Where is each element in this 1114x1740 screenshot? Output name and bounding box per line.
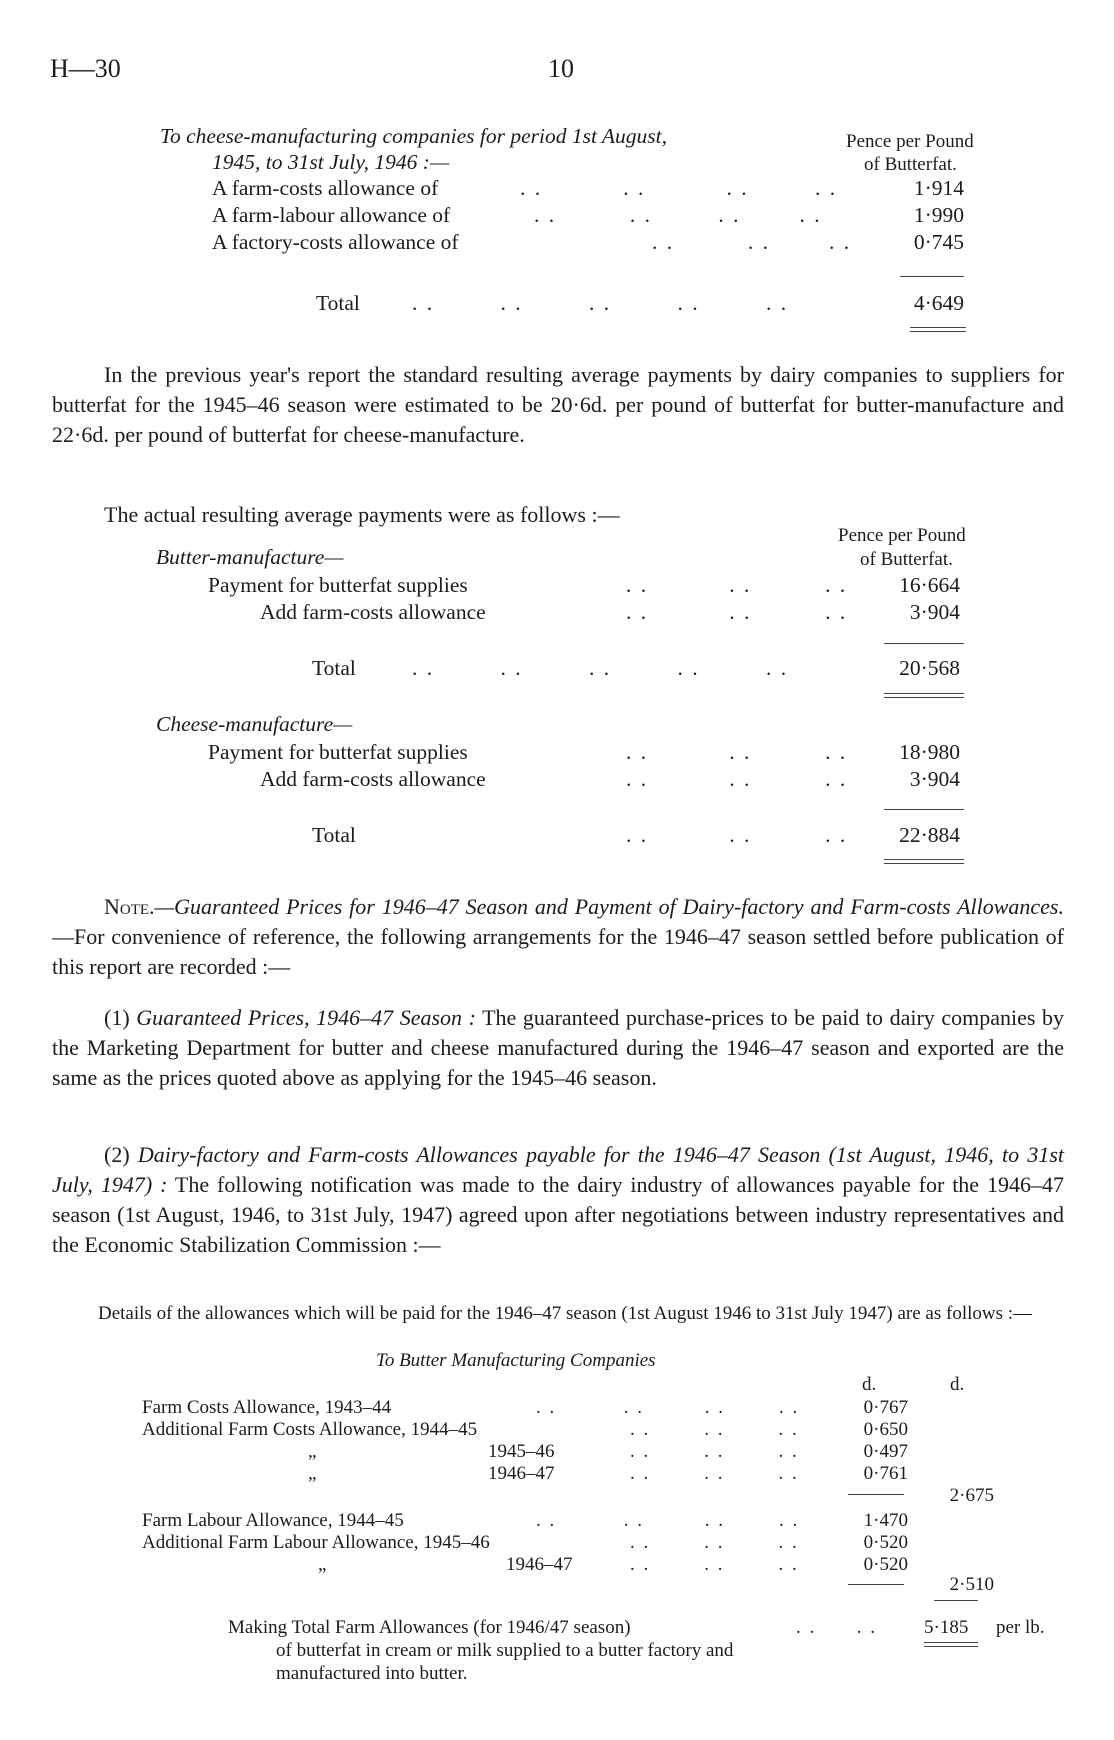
- allowance-value: 0·520: [863, 1554, 908, 1575]
- payment-row-value: 3·904: [909, 600, 960, 624]
- allowance-row-value: 1·914: [913, 176, 964, 200]
- farm-costs-subtotal: 2·675: [949, 1485, 994, 1506]
- previous-year-paragraph: In the previous year's report the standard resulting average payments by dairy companies to suppliers for butterfat for the 1945–46 season were estimated to be 20·6d. per pound of butterfat for butter-manufacture and 22·6d. per pound of butterfat for cheese-manufacture.: [52, 362, 1064, 447]
- leader-dots: . . . . . .: [630, 1554, 799, 1575]
- unit-label-line1: Pence per Pound: [838, 525, 966, 546]
- subtotal-rule: [848, 1584, 904, 1585]
- farm-labour-subtotal: 2·510: [949, 1574, 994, 1595]
- payment-row-value: 16·664: [899, 573, 960, 597]
- payment-row-value: 3·904: [909, 767, 960, 791]
- total-double-rule: [884, 859, 964, 864]
- item-text: The following notification was made to the dairy industry of allowances payable for the 1946–47 season (1st August, 1946, to 31st July, 1947) agreed upon after negotiations between industry representatives and the Economic Stabilization Commission :—: [52, 1172, 1064, 1257]
- leader-dots: . . . . . .: [626, 600, 848, 624]
- making-total-unit: per lb.: [996, 1617, 1045, 1638]
- allowance-value: 0·761: [863, 1463, 908, 1484]
- making-total-line3: manufactured into butter.: [276, 1663, 468, 1684]
- making-total-value: 5·185: [924, 1617, 969, 1638]
- butter-manufacture-heading: Butter-manufacture—: [156, 545, 344, 569]
- total-value: 22·884: [899, 823, 960, 847]
- details-intro: Details of the allowances which will be paid for the 1946–47 season (1st August 1946 to 31st July 1947) are as follows :—: [98, 1303, 1033, 1324]
- leader-dots: . . . . . .: [626, 740, 848, 764]
- payment-row-label: Add farm-costs allowance: [260, 767, 486, 791]
- leader-dots: . . . . . . . . . .: [412, 656, 789, 680]
- subtotal-rule: [884, 809, 964, 810]
- allowance-value: 1·470: [863, 1510, 908, 1531]
- allowance-value: 0·497: [863, 1441, 908, 1462]
- allowance-label: Farm Labour Allowance, 1944–45: [142, 1510, 404, 1531]
- payment-row-label: Add farm-costs allowance: [260, 600, 486, 624]
- actual-payments-intro: The actual resulting average payments were as follows :—: [104, 502, 620, 527]
- leader-dots: . . . . . . . . . .: [412, 291, 789, 315]
- allowance-year: 1945–46: [488, 1441, 555, 1462]
- item-title: Guaranteed Prices, 1946–47 Season :: [136, 1005, 476, 1030]
- item-title: Dairy-factory and Farm-costs Allowances payable for the 1946–47 Season (1st August, 1946, to 31st July, 1947) :: [52, 1142, 1064, 1197]
- leader-dots: . . . . . .: [630, 1441, 799, 1462]
- payment-row-label: Payment for butterfat supplies: [208, 740, 468, 764]
- allowance-value: 0·650: [863, 1419, 908, 1440]
- leader-dots: . . . . . .: [630, 1532, 799, 1553]
- allowance-row-label: A farm-labour allowance of: [212, 203, 451, 227]
- item-text: The guaranteed purchase-prices to be paid to dairy companies by the Marketing Department for butter and cheese manufactured during the 1946–47 season and exported are the same as the prices quoted above as applying for the 1945–46 season.: [52, 1005, 1064, 1090]
- ditto-mark: „: [308, 1441, 317, 1462]
- allowance-year: 1946–47: [506, 1554, 573, 1575]
- page-reference: H—30: [50, 54, 121, 83]
- allowance-row-label: A farm-costs allowance of: [212, 176, 439, 200]
- table-heading: To Butter Manufacturing Companies: [376, 1350, 656, 1371]
- note-paragraph: [52, 892, 1064, 982]
- payment-row-label: Payment for butterfat supplies: [208, 573, 468, 597]
- total-double-rule: [910, 327, 966, 332]
- total-label: Total: [312, 823, 356, 847]
- subtotal-underline: [934, 1600, 978, 1601]
- allowance-label: Additional Farm Labour Allowance, 1945–46: [142, 1532, 490, 1553]
- leader-dots: . . . . . .: [626, 823, 848, 847]
- leader-dots: . . . .: [796, 1617, 877, 1638]
- allowance-row-value: 0·745: [913, 230, 964, 254]
- subtotal-rule: [848, 1494, 904, 1495]
- allowance-row-value: 1·990: [913, 203, 964, 227]
- allowance-value: 0·767: [863, 1397, 908, 1418]
- total-value: 4·649: [913, 291, 964, 315]
- note-text: —For convenience of reference, the following arrangements for the 1946–47 season settled before publication of this report are recorded :—: [52, 924, 1064, 979]
- column-header-d: d.: [950, 1374, 965, 1395]
- allowance-label: Additional Farm Costs Allowance, 1944–45: [142, 1419, 478, 1440]
- cheese-manufacture-heading: Cheese-manufacture—: [156, 712, 353, 736]
- guaranteed-prices-paragraph: [52, 1003, 1064, 1093]
- subtotal-rule: [900, 276, 964, 277]
- total-label: Total: [312, 656, 356, 680]
- allowance-year: 1946–47: [488, 1463, 555, 1484]
- subtotal-rule: [884, 643, 964, 644]
- leader-dots: . . . . . . . .: [534, 203, 822, 227]
- total-double-rule: [884, 693, 964, 698]
- note-lead: Note.: [104, 894, 155, 919]
- making-total-line2: of butterfat in cream or milk supplied to a butter factory and: [276, 1640, 734, 1661]
- leader-dots: . . . . . . . .: [536, 1510, 800, 1531]
- leader-dots: . . . . . .: [630, 1419, 799, 1440]
- unit-label-line2: of Butterfat.: [860, 549, 953, 570]
- unit-label-line2: of Butterfat.: [864, 154, 957, 175]
- item-number: (2): [104, 1142, 138, 1167]
- allowances-paragraph: [52, 1140, 1064, 1260]
- note-title: —Guaranteed Prices for 1946–47 Season and Payment of Dairy-factory and Farm-costs Allowances.: [154, 894, 1064, 919]
- payment-row-value: 18·980: [899, 740, 960, 764]
- section-title-line1: To cheese-manufacturing companies for period 1st August,: [160, 124, 668, 148]
- page-number: 10: [548, 54, 574, 83]
- unit-label-line1: Pence per Pound: [846, 131, 974, 152]
- leader-dots: . . . . . .: [630, 1463, 799, 1484]
- ditto-mark: „: [318, 1554, 327, 1575]
- total-label: Total: [316, 291, 360, 315]
- total-value: 20·568: [899, 656, 960, 680]
- leader-dots: . . . . . . . .: [536, 1397, 800, 1418]
- column-header-d: d.: [862, 1374, 877, 1395]
- section-title-line2: 1945, to 31st July, 1946 :—: [212, 150, 450, 174]
- allowance-label: Farm Costs Allowance, 1943–44: [142, 1397, 392, 1418]
- making-total-line1: Making Total Farm Allowances (for 1946/47 season): [228, 1617, 631, 1638]
- leader-dots: . . . . . .: [652, 230, 852, 254]
- item-number: (1): [104, 1005, 137, 1030]
- ditto-mark: „: [308, 1463, 317, 1484]
- leader-dots: . . . . . .: [626, 767, 848, 791]
- leader-dots: . . . . . . . .: [520, 176, 838, 200]
- allowance-row-label: A factory-costs allowance of: [212, 230, 459, 254]
- allowance-value: 0·520: [863, 1532, 908, 1553]
- leader-dots: . . . . . .: [626, 573, 848, 597]
- total-double-rule: [924, 1642, 978, 1647]
